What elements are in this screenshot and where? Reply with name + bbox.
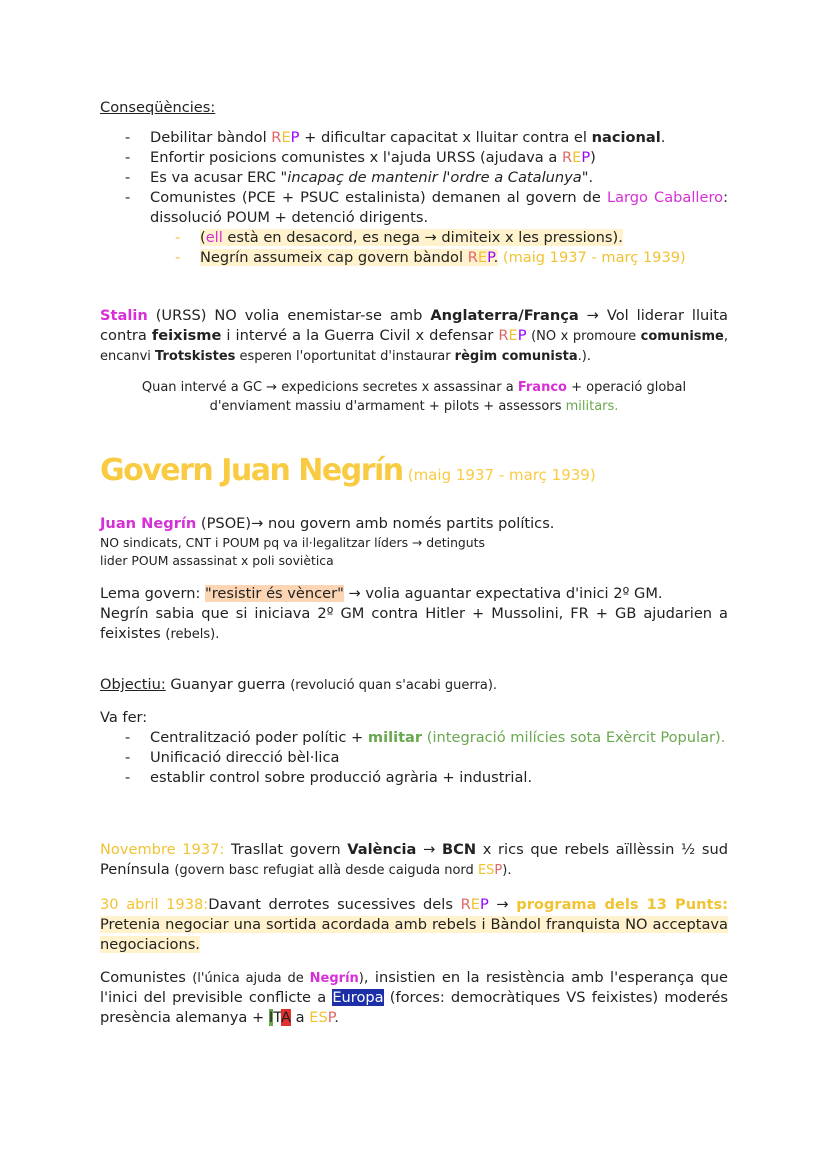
- list-item: - Negrín assumeix cap govern bàndol REP. (maig 1937 - març 1939): [100, 248, 728, 268]
- section-heading: Conseqüències:: [100, 99, 216, 116]
- abril-paragraph: 30 abril 1938:Davant derrotes sucessives dels REP → programa dels 13 Punts: Pretenia negociar una sortida acordada amb rebels i Bàndol franquista NO acceptava negociacions.: [100, 896, 728, 953]
- gc-paragraph: Quan intervé a GC → expedicions secretes x assassinar a Franco + operació global d'enviament massiu d'armament + pilots + assessors militars.: [141, 380, 687, 414]
- consequencies-section: [100, 98, 728, 268]
- list-item: - Es va acusar ERC "incapaç de mantenir l'ordre a Catalunya".: [100, 168, 728, 188]
- sub-list: [100, 228, 728, 268]
- consequencies-list: [100, 128, 728, 228]
- objectiu-paragraph: Objectiu: Guanyar guerra (revolució quan s'acabi guerra).: [100, 676, 498, 693]
- list-item: - Comunistes (PCE + PSUC estalinista) demanen al govern de Largo Caballero: dissolució POUM + detenció dirigents.: [100, 188, 728, 228]
- list-item: - Debilitar bàndol REP + dificultar capacitat x lluitar contra el nacional.: [100, 128, 728, 148]
- stalin-paragraph: Stalin (URSS) NO volia enemistar-se amb Anglaterra/França → Vol liderar lluita contra feixisme i intervé a la Guerra Civil x defensar REP (NO x promoure comunisme, encanvi Trotskistes esperen l'oportunitat d'instaurar règim comunista.).: [100, 307, 729, 364]
- vafer-list: [100, 728, 728, 788]
- novembre-paragraph: Novembre 1937: Trasllat govern València → BCN x rics que rebels aïllèssin ½ sud Península (govern basc refugiat allà desde caiguda nord ESP).: [100, 841, 728, 878]
- list-item: - Unificació direcció bèl·lica: [100, 748, 728, 768]
- page-title: Govern Juan Negrín (maig 1937 - març 1939): [100, 453, 596, 488]
- list-item: - establir control sobre producció agrària + industrial.: [100, 768, 728, 788]
- vafer-section: Va fer: - Centralització poder polític + militar (integració milícies sota Exèrcit Popular). - Unificació direcció bèl·lica - establir control sobre producció agrària + industrial.: [100, 708, 728, 788]
- list-item: - Centralització poder polític + militar (integració milícies sota Exèrcit Popular).: [100, 728, 728, 748]
- lema-paragraph: Lema govern: "resistir és vèncer" → volia aguantar expectativa d'inici 2º GM. Negrín sabia que si iniciava 2º GM contra Hitler + Mussolini, FR + GB ajudarien a feixistes (rebels).: [100, 585, 728, 642]
- list-item: - Enfortir posicions comunistes x l'ajuda URSS (ajudava a REP): [100, 148, 728, 168]
- negrin-paragraph: Juan Negrín (PSOE)→ nou govern amb només partits polítics. NO sindicats, CNT i POUM pq va il·legalitzar líders → detinguts lider POUM assassinat x poli soviètica: [100, 515, 555, 568]
- comunistes-paragraph: Comunistes (l'única ajuda de Negrín), insistien en la resistència amb l'esperança que l'inici del previsible conflicte a Europa (forces: democràtiques VS feixistes) moderés presència alemanya + ITA a ESP.: [100, 969, 728, 1026]
- list-item: - (ell està en desacord, es nega → dimiteix x les pressions).: [100, 228, 728, 248]
